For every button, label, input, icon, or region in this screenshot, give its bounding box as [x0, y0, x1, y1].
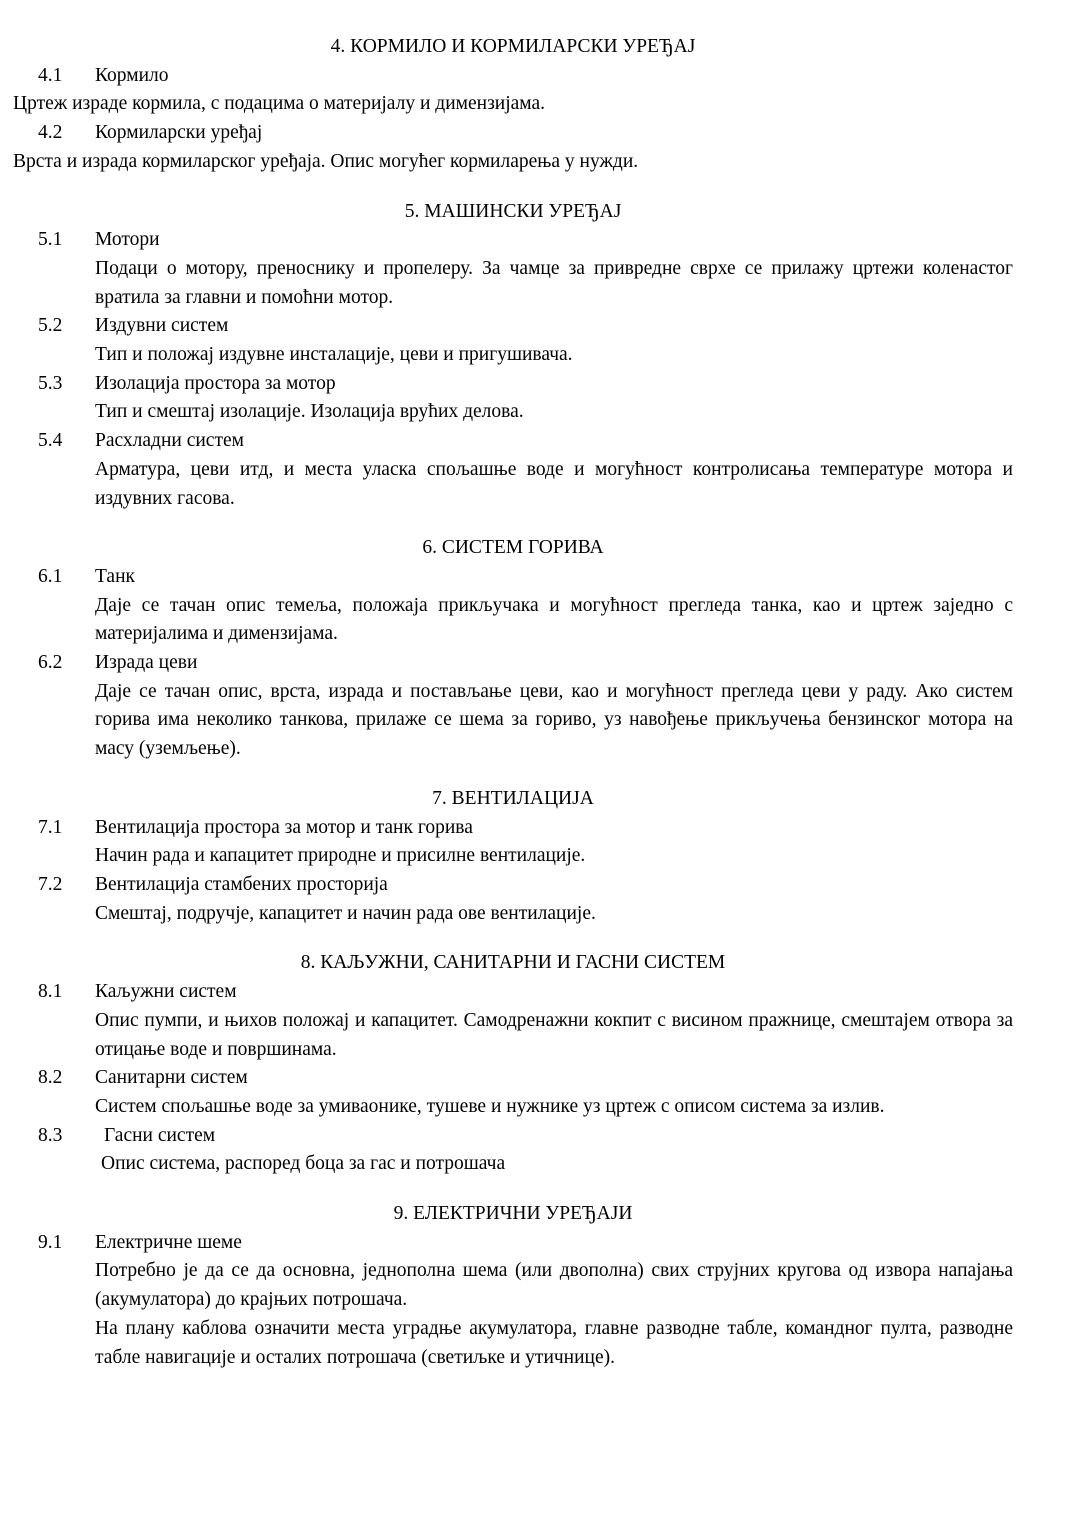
- item-label: Изолација простора за мотор: [95, 372, 336, 394]
- document-section: [13, 198, 1013, 514]
- section-heading: 7. ВЕНТИЛАЦИЈА: [432, 787, 594, 809]
- section-body: [13, 814, 1013, 929]
- item-label: Расхладни систем: [95, 430, 244, 452]
- document-section: [13, 1200, 1013, 1372]
- section-heading: 8. КАЉУЖНИ, САНИТАРНИ И ГАСНИ СИСТЕМ: [300, 952, 726, 974]
- item-paragraph: Врста и израда кормиларског уређаја. Опис могућег кормиларења у нужди.: [13, 150, 639, 172]
- section-heading: 6. СИСТЕМ ГОРИВА: [422, 537, 604, 559]
- item-label: Издувни систем: [95, 315, 229, 337]
- numbered-item: [13, 1229, 1013, 1258]
- section-body: [13, 978, 1013, 1179]
- document-section: [13, 33, 1013, 177]
- item-number: 5.2: [38, 315, 63, 337]
- item-number: 8.3: [38, 1124, 63, 1146]
- item-number: 8.1: [38, 981, 63, 1003]
- item-label: Гасни систем: [104, 1124, 216, 1146]
- item-number: 7.2: [38, 873, 63, 895]
- numbered-item: [13, 119, 1013, 148]
- numbered-item: [13, 814, 1013, 843]
- document-section: [13, 949, 1013, 1179]
- numbered-item: [13, 649, 1013, 678]
- item-paragraph: Тип и смештај изолације. Изолација врућих делова.: [95, 401, 524, 423]
- item-number: 4.2: [38, 122, 63, 144]
- item-paragraph: Опис пумпи, и њихов положај и капацитет. Самодренажни кокпит с висином пражнице, смештајем отвора за отицање воде и површинама.: [95, 1009, 1013, 1060]
- item-paragraph: Подаци о мотору, преноснику и пропелеру. За чамце за привредне сврхе се прилажу цртежи коленастог вратила за главни и помоћни мотор.: [95, 257, 1013, 308]
- item-paragraph: Потребно је да се да основна, једнополна шема (или двополна) свих струјних кругова од извора напајања (акумулатора) до крајњих потрошача.: [95, 1260, 1013, 1311]
- numbered-item: [13, 978, 1013, 1007]
- item-paragraph: Даје се тачан опис темеља, положаја прикључака и могућност прегледа танка, као и цртеж заједно с материјалима и димензијама.: [95, 594, 1013, 645]
- item-number: 5.1: [38, 229, 63, 251]
- item-paragraph: Опис система, распоред боца за гас и потрошача: [101, 1153, 506, 1175]
- document-section: [13, 785, 1013, 929]
- numbered-item: [13, 62, 1013, 91]
- item-paragraph: Цртеж израде кормила, с подацима о материјалу и димензијама.: [13, 93, 546, 115]
- item-label: Вентилација простора за мотор и танк горива: [95, 816, 473, 838]
- numbered-item: [13, 871, 1013, 900]
- item-label: Израда цеви: [95, 652, 198, 674]
- item-label: Електричне шеме: [95, 1231, 242, 1253]
- section-body: [13, 62, 1013, 177]
- numbered-item: [13, 1122, 1013, 1151]
- item-number: 9.1: [38, 1231, 63, 1253]
- numbered-item: [13, 563, 1013, 592]
- item-label: Санитарни систем: [95, 1067, 248, 1089]
- item-number: 4.1: [38, 64, 63, 86]
- item-number: 7.1: [38, 816, 63, 838]
- item-label: Вентилација стамбених просторија: [95, 873, 388, 895]
- item-number: 8.2: [38, 1067, 63, 1089]
- item-label: Каљужни систем: [95, 981, 237, 1003]
- item-label: Танк: [95, 565, 135, 587]
- item-number: 5.4: [38, 430, 63, 452]
- item-number: 6.1: [38, 565, 63, 587]
- item-label: Кормило: [95, 64, 169, 86]
- item-paragraph: Смештај, подручје, капацитет и начин рада ове вентилације.: [95, 902, 596, 924]
- item-paragraph: Арматура, цеви итд, и места уласка спољашње воде и могућност контролисања температуре мотора и издувних гасова.: [95, 458, 1013, 509]
- item-number: 6.2: [38, 652, 63, 674]
- section-body: [13, 1229, 1013, 1373]
- numbered-item: [13, 312, 1013, 341]
- section-body: [13, 226, 1013, 513]
- numbered-item: [13, 427, 1013, 456]
- numbered-item: [13, 226, 1013, 255]
- item-paragraph: Систем спољашње воде за умиваонике, тушеве и нужнике уз цртеж с описом система за излив.: [95, 1095, 885, 1117]
- numbered-item: [13, 1064, 1013, 1093]
- item-paragraph: Даје се тачан опис, врста, израда и постављање цеви, као и могућност прегледа цеви у раду. Ако систем горива има неколико танкова, прилаже се шема за гориво, уз навођење прикључења бензинског мотора на масу (уземљење).: [95, 680, 1013, 760]
- numbered-item: [13, 370, 1013, 399]
- document-section: [13, 534, 1013, 764]
- section-heading: 9. ЕЛЕКТРИЧНИ УРЕЂАЈИ: [393, 1203, 633, 1225]
- item-label: Мотори: [95, 229, 160, 251]
- item-number: 5.3: [38, 372, 63, 394]
- item-paragraph: Начин рада и капацитет природне и присилне вентилације.: [95, 845, 586, 867]
- section-heading: 5. МАШИНСКИ УРЕЂАЈ: [404, 200, 622, 222]
- item-paragraph: На плану каблова означити места уградње акумулатора, главне разводне табле, командног пулта, разводне табле навигације и осталих потрошача (светиљке и утичнице).: [95, 1317, 1013, 1368]
- section-body: [13, 563, 1013, 764]
- section-heading: 4. КОРМИЛО И КОРМИЛАРСКИ УРЕЂАЈ: [330, 36, 696, 57]
- item-paragraph: Тип и положај издувне инсталације, цеви и пригушивача.: [95, 344, 573, 366]
- item-label: Кормиларски уређај: [95, 122, 263, 144]
